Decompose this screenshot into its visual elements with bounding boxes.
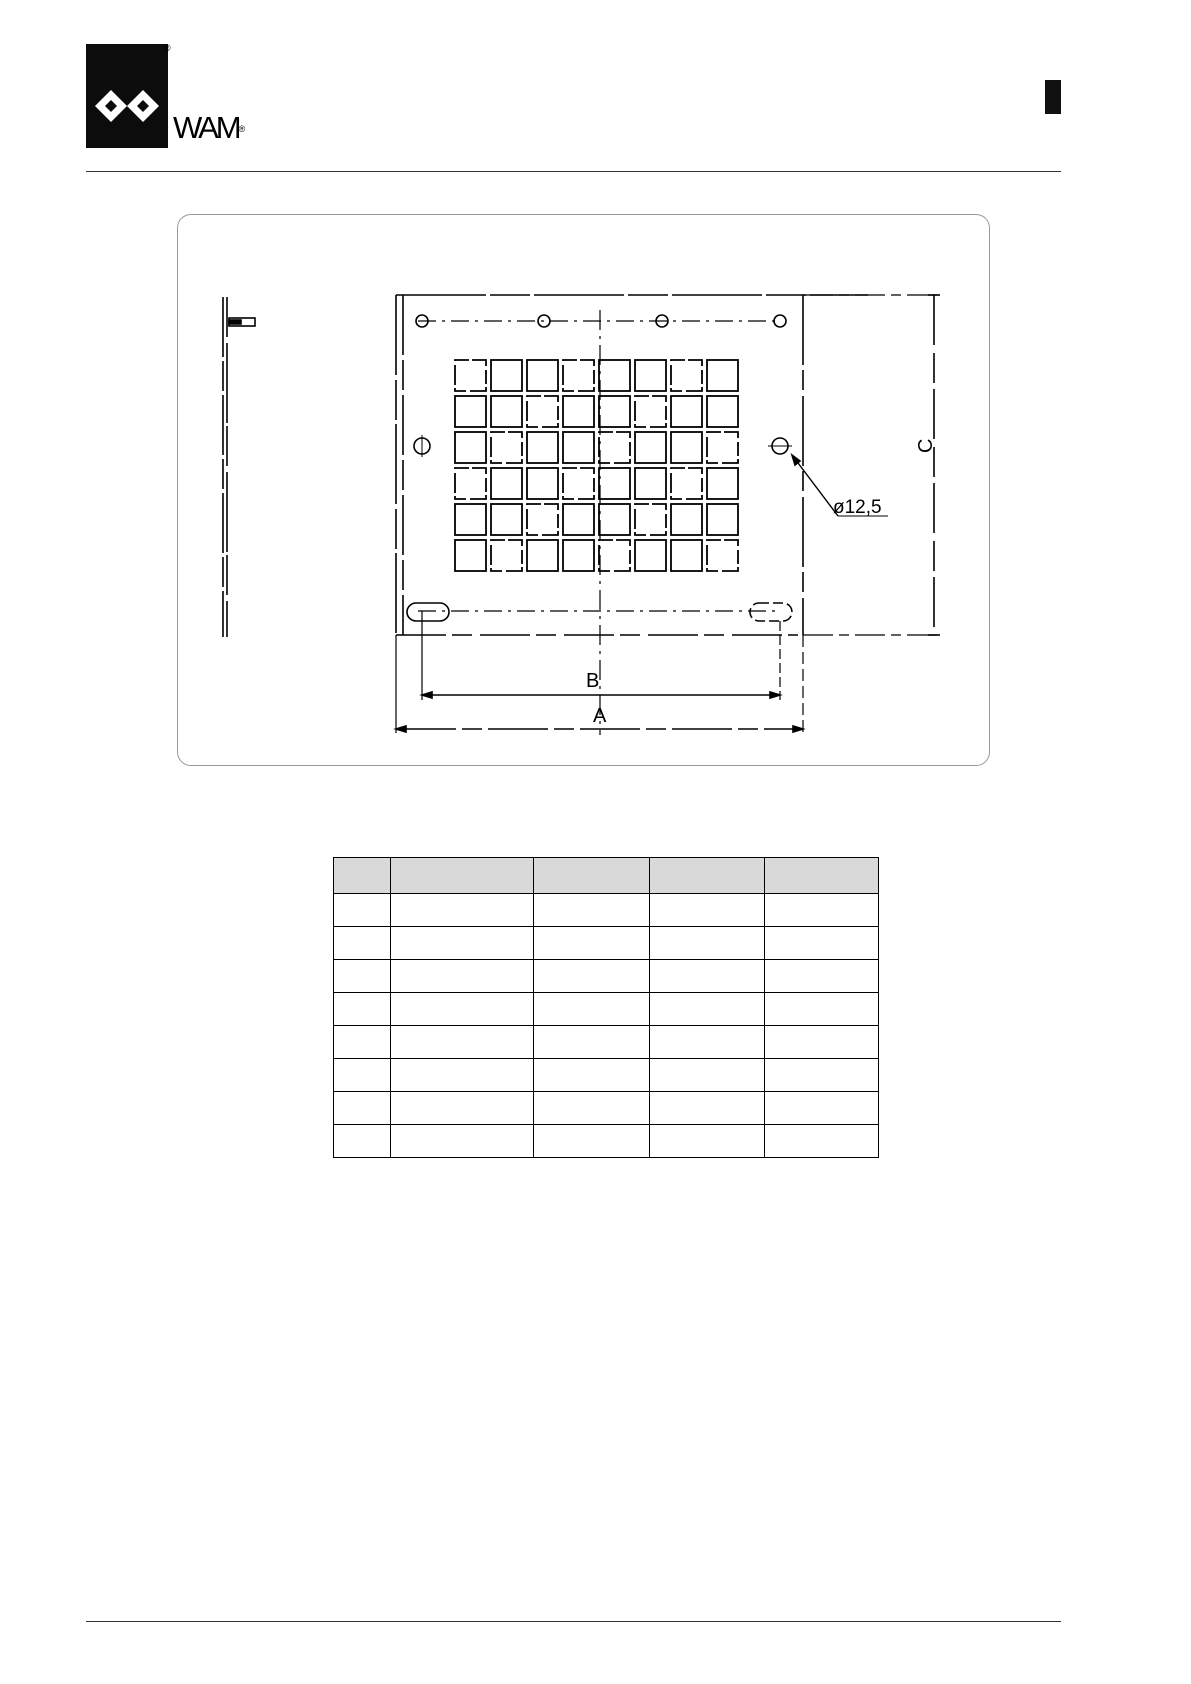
table-header-row [334,858,879,894]
table-cell [391,1026,534,1059]
square-opening [563,468,594,499]
table-cell [534,1059,650,1092]
opening-grid [455,360,738,571]
dimension-b-label: B [586,670,600,692]
square-opening [527,468,558,499]
table-cell [765,993,879,1026]
square-opening [491,432,522,463]
table-cell [391,1125,534,1158]
table-header-cell [650,858,765,894]
table-cell [765,927,879,960]
table-cell [334,1026,391,1059]
table-cell [534,1125,650,1158]
wam-logo [86,44,168,148]
square-opening [599,540,630,571]
table-header-cell [391,858,534,894]
table-cell [650,960,765,993]
square-opening [563,504,594,535]
table-cell [650,1125,765,1158]
square-opening [635,504,666,535]
square-opening [491,468,522,499]
table-cell [650,1092,765,1125]
side-view [223,297,255,637]
table-row [334,927,879,960]
table-row [334,1092,879,1125]
table-cell [334,894,391,927]
table-cell [391,1059,534,1092]
square-opening [527,504,558,535]
dimension-b [422,611,780,700]
table-cell [334,993,391,1026]
table-cell [765,894,879,927]
square-opening [635,360,666,391]
table-row [334,1059,879,1092]
table-cell [650,894,765,927]
square-opening [635,468,666,499]
page-corner-mark [1045,80,1061,114]
table-row [334,960,879,993]
footer-rule [86,1621,1061,1622]
table-cell [650,927,765,960]
table-row [334,894,879,927]
square-opening [455,396,486,427]
table-cell [334,1092,391,1125]
registered-mark-icon: ® [164,43,171,53]
square-opening [635,540,666,571]
table-cell [650,1059,765,1092]
table-cell [650,993,765,1026]
table-row [334,993,879,1026]
square-opening [707,468,738,499]
square-opening [491,360,522,391]
front-view [396,295,868,735]
table-header-cell [765,858,879,894]
square-opening [563,396,594,427]
table-cell [534,1026,650,1059]
square-opening [599,360,630,391]
square-opening [599,504,630,535]
square-opening [707,540,738,571]
square-opening [599,432,630,463]
square-opening [671,540,702,571]
dimension-table [333,857,879,1158]
square-opening [455,468,486,499]
table-cell [391,1092,534,1125]
table-cell [391,960,534,993]
square-opening [563,540,594,571]
square-opening [599,396,630,427]
table-cell [650,1026,765,1059]
table-cell [765,1092,879,1125]
square-opening [671,468,702,499]
square-opening [563,432,594,463]
square-opening [527,540,558,571]
brand-wordmark [173,112,245,143]
table-cell [534,960,650,993]
table-cell [391,927,534,960]
square-opening [527,396,558,427]
table-cell [391,894,534,927]
dimension-c [803,295,940,635]
brand-name: WAM [173,110,239,145]
square-opening [635,396,666,427]
square-opening [707,396,738,427]
table-header-cell [334,858,391,894]
table-cell [334,1125,391,1158]
table-cell [334,1059,391,1092]
table-cell [534,993,650,1026]
square-opening [527,360,558,391]
square-opening [563,360,594,391]
table-cell [765,960,879,993]
square-opening [707,504,738,535]
dimension-c-label: C [915,438,937,453]
flange-drawing [178,215,991,767]
dimension-a-label: A [593,705,607,727]
square-opening [671,504,702,535]
square-opening [635,432,666,463]
square-opening [527,432,558,463]
square-opening [455,540,486,571]
brand-registered-mark: ® [238,124,246,134]
square-opening [599,468,630,499]
table-cell [765,1026,879,1059]
table-row [334,1125,879,1158]
square-opening [707,432,738,463]
header-rule [86,171,1061,172]
table-row [334,1026,879,1059]
table-cell [334,927,391,960]
table-cell [765,1125,879,1158]
table-header-cell [534,858,650,894]
square-opening [671,396,702,427]
square-opening [491,540,522,571]
square-opening [671,360,702,391]
table-cell [534,927,650,960]
table-cell [765,1059,879,1092]
table-cell [534,1092,650,1125]
square-opening [707,360,738,391]
square-opening [455,360,486,391]
square-opening [491,504,522,535]
square-opening [491,396,522,427]
drawing-frame [177,214,990,766]
square-opening [455,504,486,535]
table-cell [334,960,391,993]
square-opening [671,432,702,463]
table-cell [391,993,534,1026]
square-opening [455,432,486,463]
table-cell [534,894,650,927]
hole-diameter-label: ø12,5 [833,497,882,518]
